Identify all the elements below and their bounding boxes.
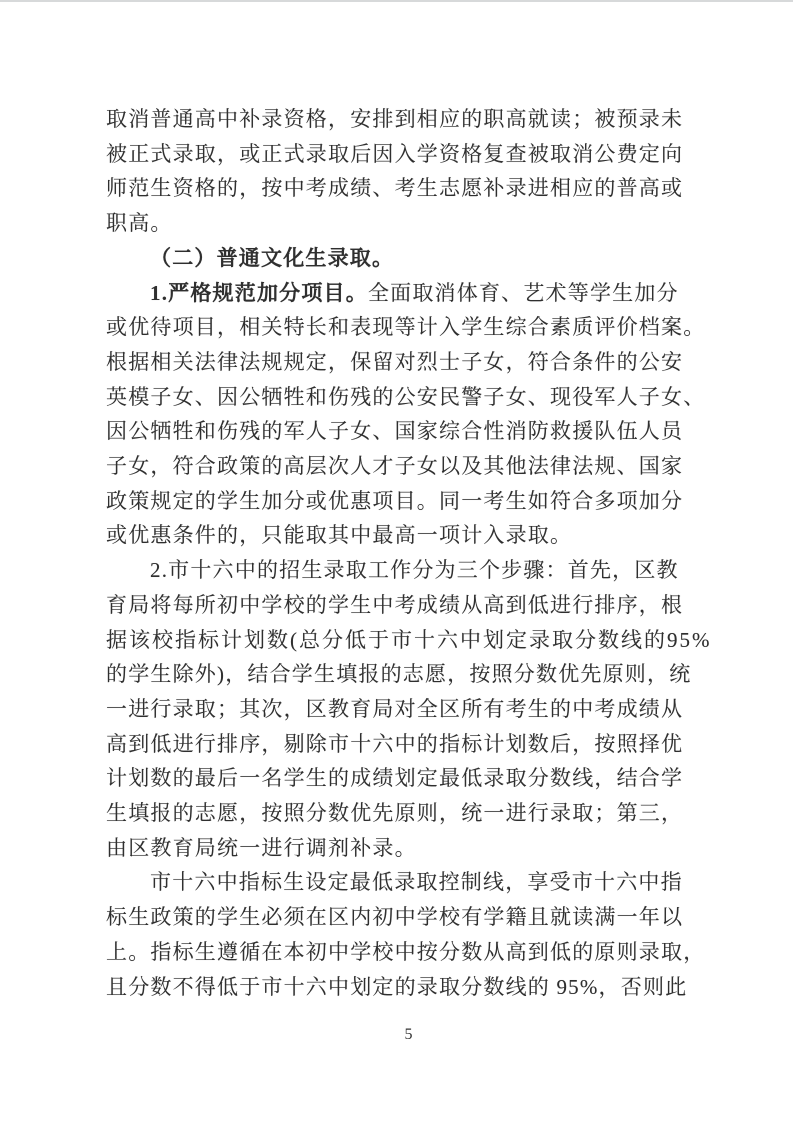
text-segment: 一进行录取；其次，区教育局对全区所有考生的中考成绩从: [106, 696, 684, 721]
text-segment-bold: （二）普通文化生录取。: [150, 245, 395, 270]
text-segment: 根据相关法律法规规定，保留对烈士子女，符合条件的公安: [106, 349, 684, 374]
text-line: [106, 449, 686, 484]
text-line: [106, 831, 686, 866]
text-segment: 被正式录取，或正式录取后因入学资格复查被取消公费定向: [106, 141, 684, 166]
text-segment: 由区教育局统一进行调剂补录。: [106, 835, 417, 860]
text-line: [106, 414, 686, 449]
text-line: [106, 518, 686, 553]
text-line: [106, 796, 686, 831]
page-number: 5: [404, 1026, 413, 1043]
text-line: [106, 276, 686, 311]
text-block: [106, 102, 712, 1004]
text-line: [106, 241, 686, 276]
text-line: [106, 865, 686, 900]
text-segment: 据该校指标计划数(总分低于市十六中划定录取分数线的95%: [106, 627, 712, 652]
text-line: [106, 345, 686, 380]
text-segment: 高到低进行排序，剔除市十六中的指标计划数后，按照择优: [106, 731, 684, 756]
text-line: [106, 171, 686, 206]
text-segment: 育局将每所初中学校的学生中考成绩从高到低进行排序，根: [106, 592, 684, 617]
text-segment: 的学生除外)，结合学生填报的志愿，按照分数优先原则，统: [106, 662, 692, 687]
text-line: [106, 727, 686, 762]
text-segment: 生填报的志愿，按照分数优先原则，统一进行录取；第三，: [106, 801, 684, 826]
text-segment: 且分数不得低于市十六中划定的录取分数线的 95%，否则此: [106, 974, 688, 999]
text-line: [106, 935, 706, 970]
text-segment: 子女，符合政策的高层次人才子女以及其他法律法规、国家: [106, 454, 684, 479]
text-line: [106, 588, 686, 623]
text-segment: 因公牺牲和伤残的军人子女、国家综合性消防救援队伍人员: [106, 419, 684, 444]
text-line: [106, 970, 686, 1005]
text-line: [106, 623, 712, 658]
text-segment: 或优待项目，相关特长和表现等计入学生综合素质评价档案。: [106, 315, 706, 340]
text-line: [106, 380, 706, 415]
text-segment: 师范生资格的，按中考成绩、考生志愿补录进相应的普高或: [106, 176, 684, 201]
text-segment: 全面取消体育、艺术等学生加分: [367, 280, 679, 305]
text-line: [106, 900, 686, 935]
text-segment: 市十六中指标生设定最低录取控制线，享受市十六中指: [150, 870, 683, 895]
text-line: [106, 484, 686, 519]
text-line: [106, 657, 692, 692]
text-segment: 取消普通高中补录资格，安排到相应的职高就读；被预录未: [106, 107, 684, 131]
text-line: [106, 137, 686, 172]
text-segment: 计划数的最后一名学生的成绩划定最低录取分数线，结合学: [106, 766, 684, 791]
text-segment-bold: 1.严格规范加分项目。: [150, 280, 368, 305]
text-line: [106, 310, 706, 345]
text-line: [106, 102, 686, 137]
text-segment: 或优惠条件的，只能取其中最高一项计入录取。: [106, 523, 573, 548]
text-segment: 2.市十六中的招生录取工作分为三个步骤：首先，区教: [150, 558, 679, 583]
text-segment: 政策规定的学生加分或优惠项目。同一考生如符合多项加分: [106, 488, 684, 513]
text-line: [106, 692, 686, 727]
text-line: [106, 761, 686, 796]
text-segment: 标生政策的学生必须在区内初中学校有学籍且就读满一年以: [106, 905, 684, 930]
scan-edge: [0, 0, 793, 2]
text-segment: 职高。: [106, 211, 173, 236]
text-line: [106, 553, 686, 588]
text-segment: 英模子女、因公牺牲和伤残的公安民警子女、现役军人子女、: [106, 384, 706, 409]
text-segment: 上。指标生遵循在本初中学校中按分数从高到低的原则录取，: [106, 939, 706, 964]
text-line: [106, 206, 686, 241]
